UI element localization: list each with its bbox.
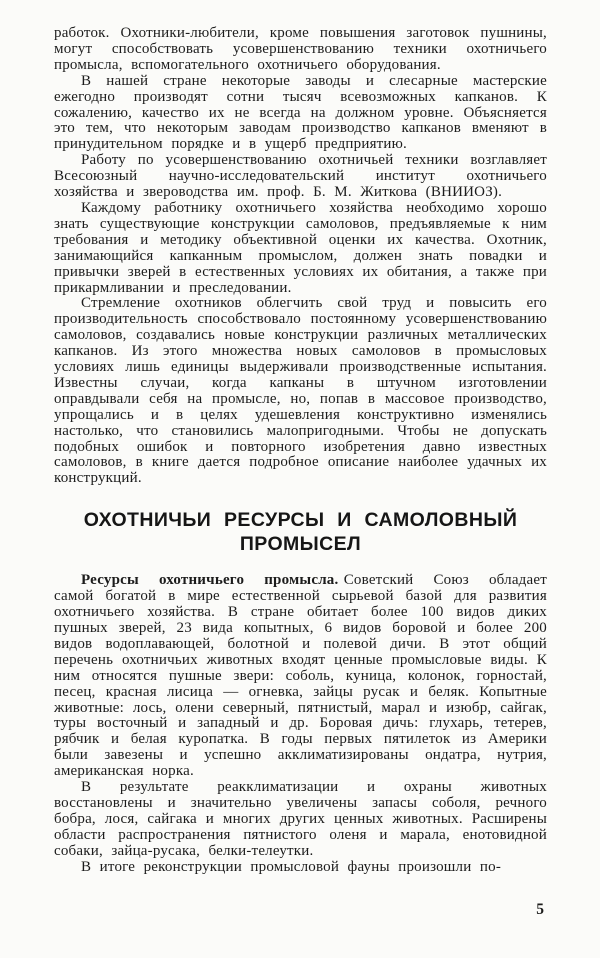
body-paragraph: В результате реакклиматизации и охраны животных восстановлены и значительно увеличены запасы соболя, речного бобра, лося, сайгака и многих других ценных животных. Расширены области распространения пятнистого оленя и марала, енотовидной собаки, зайца-русака, белки-телеутки. [54, 779, 547, 859]
intro-section [54, 26, 547, 487]
resources-section [54, 573, 547, 875]
body-paragraph-with-lead [54, 573, 547, 780]
body-paragraph: Стремление охотников облегчить свой труд и повысить его производительность способствовало постоянному усовершенствованию самоловов, создавались новые конструкции различных металлических капканов. Из этого множества новых самоловов в промысловых условиях лишь единицы выдерживали производственные испытания. Известны случаи, когда капканы в штучном изготовлении оправдывали себя на промысле, но, попав в массовое производство, упрощались и в целях удешевления конструктивно изменялись настолько, что становились малопригодными. Чтобы не допускать подобных ошибок и повторного изобретения давно известных самоловов, в книге дается подробное описание наиболее удачных их конструкций. [54, 295, 547, 487]
body-paragraph: Каждому работнику охотничьего хозяйства необходимо хорошо знать существующие конструкции самоловов, предъявляемые к ним требования и методику объективной оценки их качества. Охотник, занимающийся капканным промыслом, должен знать повадки и привычки зверей в естественных условиях их обитания, а также при прикармливании и преследовании. [54, 199, 547, 296]
body-paragraph: В нашей стране некоторые заводы и слесарные мастерские ежегодно производят сотни тысяч всевозможных капканов. К сожалению, качество их не всегда на должном уровне. Объясняется это тем, что некоторым заводам производство капканов вменяют в принудительном порядке и в ущерб предприятию. [54, 72, 547, 153]
paragraph-lead-term: Ресурсы охотничьего промысла. [81, 572, 339, 589]
chapter-heading: ОХОТНИЧЬИ РЕСУРСЫ И САМОЛОВНЫЙ ПРОМЫСЕЛ [83, 509, 518, 556]
body-paragraph: Работу по усовершенствованию охотничьей техники возглавляет Всесоюзный научно-исследовательский институт охотничьего хозяйства и звероводства им. проф. Б. М. Житкова (ВНИИОЗ). [54, 152, 547, 201]
body-paragraph: работок. Охотники-любители, кроме повышения заготовок пушнины, могут способствовать усовершенствованию техники охотничьего промысла, вспомогательного охотничьего оборудования. [54, 25, 547, 73]
body-paragraph: В итоге реконструкции промысловой фауны произошли по- [81, 858, 502, 875]
page-number: 5 [536, 901, 544, 918]
paragraph-lead-rest: Советский Союз обладает самой богатой в мире естественной сырьевой базой для развития охотничьего хозяйства. В стране обитает более 100 видов диких пушных зверей, 23 вида копытных, 6 видов боровой и более 200 видов водоплавающей, болотной и полевой дичи. В этот общий перечень охотничьих животных входят ценные промысловые виды. К ним относятся пушные звери: соболь, куница, колонок, горностай, песец, красная лисица — огневка, зайцы русак и беляк. Копытные животные: лось, олени северный, пятнистый, марал и изюбр, сайгак, туры восточный и западный и др. Боровая дичь: глухарь, тетерев, рябчик и белая куропатка. В годы первых пятилеток из Америки были завезены и успешно акклиматизированы ондатра, нутрия, американская норка. [54, 572, 547, 780]
